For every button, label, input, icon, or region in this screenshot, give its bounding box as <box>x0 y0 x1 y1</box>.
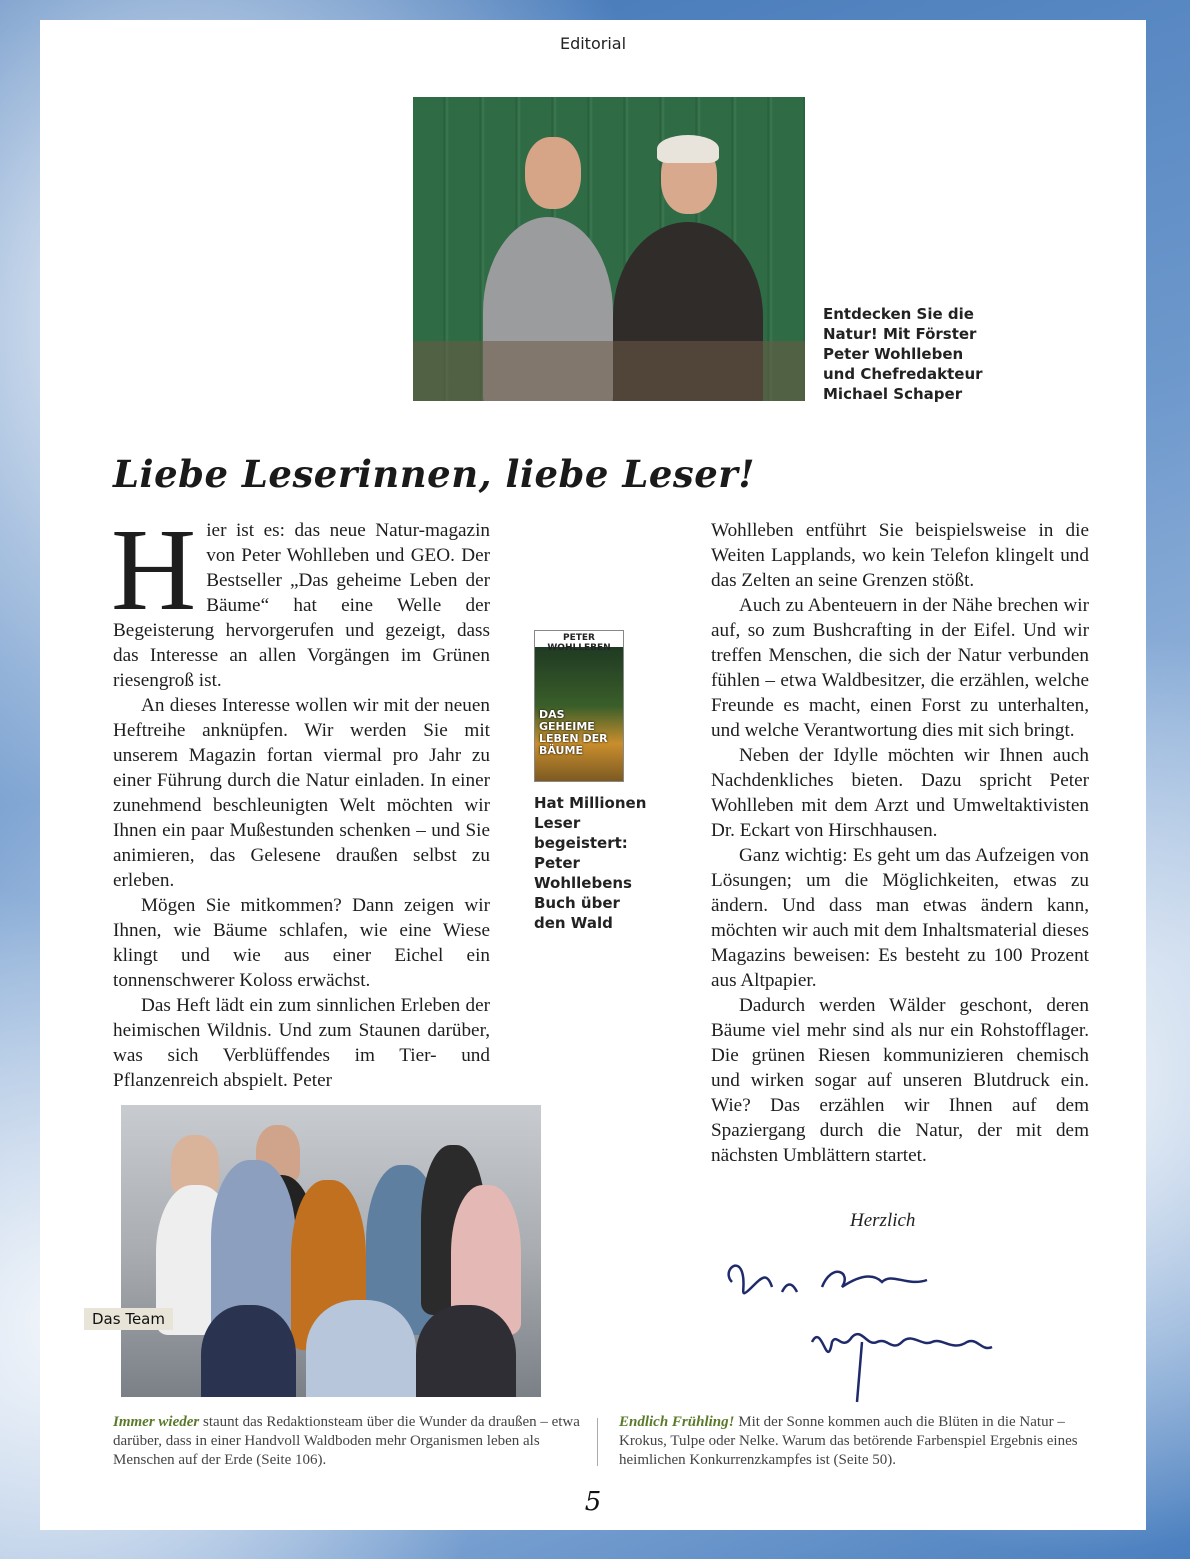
paragraph: Wohlleben entführt Sie beispielsweise in die Weiten Lapplands, wo kein Telefon klingelt und das Zelten an seine Grenzen stößt. <box>711 520 1089 591</box>
book-caption: Hat Millionen Leser begeistert: Peter Wohllebens Buch über den Wald <box>534 794 647 932</box>
editors-photo-caption: Entdecken Sie die Natur! Mit Förster Peter Wohlleben und Chefredakteur Michael Schaper <box>823 305 983 403</box>
section-label: Editorial <box>559 34 627 53</box>
text-column-left <box>111 504 490 1093</box>
paragraph: Auch zu Abenteuern in der Nähe brechen wir auf, so zum Bushcrafting in der Eifel. Und wir treffen Menschen, die sich der Natur verbunden fühlen – etwa Waldbesitzer, die erzählen, welche Freunde es macht, einen Forst zu unterhalten, und welche Verantwortung dies mit sich bringt. <box>711 595 1089 741</box>
person-hair <box>657 135 719 163</box>
footer-caption-left <box>113 1413 585 1470</box>
footer-text: Mit der Sonne kommen auch die Blüten in die Natur – Krokus, Tulpe oder Nelke. Warum das betörende Farbenspiel Ergebnis eines heimlichen Konkurrenzkampfes ist (Seite 50). <box>619 1414 1078 1468</box>
editors-photo <box>413 97 805 401</box>
footer-divider <box>597 1418 598 1466</box>
book-author: PETER WOHLLEBEN <box>547 633 611 653</box>
person-figure <box>416 1305 516 1397</box>
person-figure <box>306 1300 416 1397</box>
text-column-right <box>711 518 1089 1168</box>
bench <box>413 341 805 401</box>
person-head <box>525 137 581 209</box>
person-figure <box>201 1305 296 1397</box>
footer-text: staunt das Redaktionsteam über die Wunder da draußen – etwa darüber, dass in einer Handvoll Waldboden mehr Organismen leben als Menschen auf der Erde (Seite 106). <box>113 1414 580 1468</box>
footer-lead: Immer wieder <box>113 1414 200 1430</box>
book-title: DAS GEHEIME LEBEN DER BÄUME <box>539 708 608 757</box>
drop-cap: H <box>111 504 197 635</box>
team-label: Das Team <box>84 1308 173 1330</box>
footer-caption-right <box>619 1413 1089 1470</box>
paragraph: An dieses Interesse wollen wir mit der neuen Heftreihe anknüpfen. Wir werden Sie mit unserem Magazin fortan viermal pro Jahr zu einer Führung durch die Natur einladen. In einer zunehmend beschleunigten Welt möchten wir Ihnen ein paar Mußestunden schenken – und Sie animieren, das Gelesene draußen selbst zu erleben. <box>113 695 490 891</box>
paragraph: Mögen Sie mitkommen? Dann zeigen wir Ihnen, wie Bäume schlafen, wie eine Wiese klingt und wie aus einer Eichel ein tonnenschwerer Koloss erwächst. <box>113 895 490 991</box>
paragraph-text: ier ist es: das neue Natur-magazin von Peter Wohlleben und GEO. Der Bestseller „Das geheime Leben der Bäume“ hat eine Welle der Begeisterung hervorgerufen und gezeigt, dass das Interesse an allen Vorgängen im Grünen riesengroß ist. <box>113 520 490 691</box>
paragraph: Das Heft lädt ein zum sinnlichen Erleben der heimischen Wildnis. Und zum Staunen darüber, was sich Verblüffendes im Tier- und Pflanzenreich abspielt. Peter <box>113 995 490 1091</box>
editorial-headline: Liebe Leserinnen, liebe Leser! <box>113 452 755 496</box>
signature-michael-schaper <box>812 1334 992 1402</box>
paragraph <box>111 504 490 693</box>
book-cover <box>534 630 624 782</box>
paragraph: Dadurch werden Wälder geschont, deren Bäume viel mehr sind als nur ein Rohstofflager. Die grünen Riesen kommunizieren chemisch und wirken sogar auf unseren Blutdruck ein. Wie? Das erzählen wir Ihnen auf dem Spaziergang durch die Natur, der mit dem nächsten Umblättern startet. <box>711 995 1089 1166</box>
team-photo <box>121 1105 541 1397</box>
paragraph: Neben der Idylle möchten wir Ihnen auch Nachdenkliches bieten. Dazu spricht Peter Wohlleben mit dem Arzt und Umweltaktivisten Dr. Eckart von Hirschhausen. <box>711 745 1089 841</box>
signatures <box>712 1242 1012 1412</box>
paragraph: Ganz wichtig: Es geht um das Aufzeigen von Lösungen; um die Möglichkeiten, etwas zu ändern. Und dass man etwas ändern kann, möchten wir auch mit dem Inhaltsmaterial dieses Magazins beweisen: Es besteht zu 100 Prozent aus Altpapier. <box>711 845 1089 991</box>
signature-peter-wohlleben <box>729 1266 927 1294</box>
footer-lead: Endlich Frühling! <box>619 1414 735 1430</box>
page-number: 5 <box>584 1487 602 1517</box>
magazine-page <box>40 20 1146 1530</box>
closing-text: Herzlich <box>850 1210 916 1231</box>
